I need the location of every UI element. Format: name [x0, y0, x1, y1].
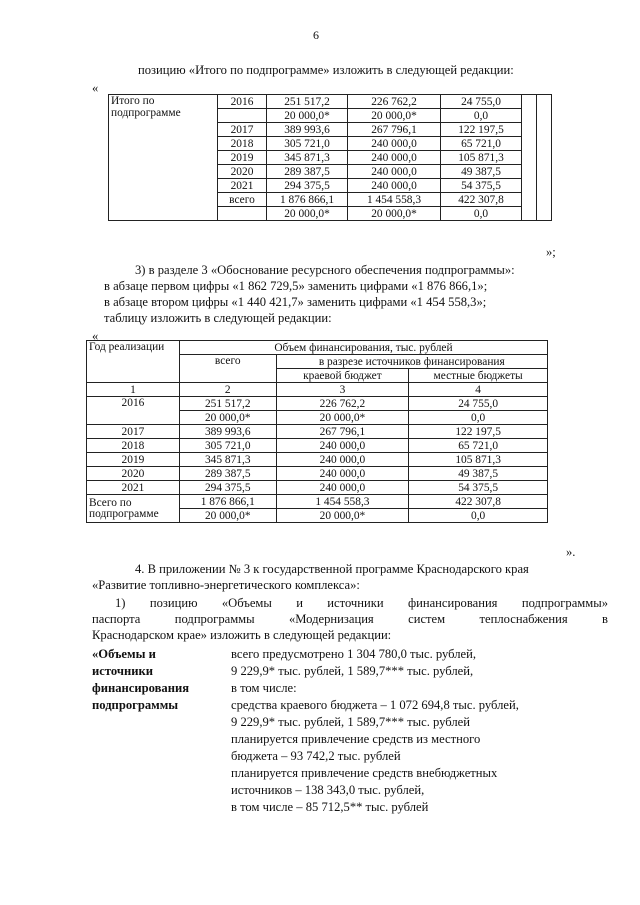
passport-label: [92, 646, 189, 714]
section4-line2: «Развитие топливно-энергетического комплекса»:: [92, 578, 360, 592]
table-cell: 49 387,5: [441, 165, 522, 179]
table-cell: 0,0: [441, 109, 522, 123]
passport-value-line: планируется привлечение средств из местного: [231, 732, 481, 746]
table-cell: 240 000,0: [348, 165, 441, 179]
year-cell: 2018: [218, 137, 267, 151]
passport-label-line: финансирования: [92, 681, 190, 695]
passport-label-line: подпрограммы: [92, 698, 179, 712]
table-row: [87, 397, 548, 411]
table-cell: 1 876 866,1: [179, 495, 276, 509]
year-cell: 2017: [218, 123, 267, 137]
table-cell: 20 000,0*: [179, 509, 276, 523]
table-cell: 65 721,0: [409, 439, 548, 453]
section3-line1: 3) в разделе 3 «Обоснование ресурсного обеспечения подпрограммы»:: [135, 263, 515, 277]
total-label: [87, 495, 180, 523]
table-cell: 20 000,0*: [276, 509, 409, 523]
table-cell: 1 876 866,1: [267, 193, 348, 207]
table-cell: 54 375,5: [441, 179, 522, 193]
year-cell: [218, 207, 267, 221]
section4-line5: Краснодарском крае» изложить в следующей редакции:: [92, 628, 392, 642]
passport-value-line: планируется привлечение средств внебюджетных: [231, 766, 498, 780]
close-quote-2: ».: [566, 545, 576, 559]
table-cell: 105 871,3: [441, 151, 522, 165]
passport-value-line: бюджета – 93 742,2 тыс. рублей: [231, 749, 401, 763]
table-cell: 0,0: [409, 509, 548, 523]
table-cell: 251 517,2: [267, 95, 348, 109]
year-cell: 2020: [218, 165, 267, 179]
open-quote-1: «: [92, 81, 99, 95]
table-cell: 49 387,5: [409, 467, 548, 481]
table-cell: 1 454 558,3: [348, 193, 441, 207]
year-cell: 2019: [87, 453, 180, 467]
table-row: [109, 95, 552, 109]
table-cell: 267 796,1: [348, 123, 441, 137]
passport-label-line: «Объемы и: [92, 647, 156, 661]
table-cell: 20 000,0*: [348, 109, 441, 123]
table-cell: 1 454 558,3: [276, 495, 409, 509]
year-cell: [218, 109, 267, 123]
table-cell: 122 197,5: [409, 425, 548, 439]
table-cell: 389 993,6: [179, 425, 276, 439]
table-cell: 422 307,8: [441, 193, 522, 207]
section3-line3: в абзаце втором цифры «1 440 421,7» заменить цифрами «1 454 558,3»;: [104, 295, 487, 309]
table-cell: 305 721,0: [179, 439, 276, 453]
table-row: [87, 481, 548, 495]
table-cell: 240 000,0: [348, 137, 441, 151]
header-regional: краевой бюджет: [276, 369, 409, 383]
table-cell: 294 375,5: [179, 481, 276, 495]
empty-cell: [522, 95, 537, 221]
col-num: 1: [87, 383, 180, 397]
header-local: местные бюджеты: [409, 369, 548, 383]
passport-value-line: всего предусмотрено 1 304 780,0 тыс. рублей,: [231, 647, 477, 661]
passport-value-line: в том числе – 85 712,5** тыс. рублей: [231, 800, 429, 814]
year-cell: 2016: [218, 95, 267, 109]
table-cell: 389 993,6: [267, 123, 348, 137]
table-cell: 20 000,0*: [276, 411, 409, 425]
header-breakdown: в разрезе источников финансирования: [276, 355, 547, 369]
table-cell: 20 000,0*: [267, 109, 348, 123]
table-cell: 240 000,0: [276, 481, 409, 495]
table-cell: 240 000,0: [348, 179, 441, 193]
table-cell: 240 000,0: [276, 439, 409, 453]
total-label-line2: подпрограмме: [89, 507, 159, 520]
year-cell: 2021: [218, 179, 267, 193]
table-cell: 267 796,1: [276, 425, 409, 439]
empty-cell: [537, 95, 552, 221]
table-cell: 0,0: [441, 207, 522, 221]
close-quote-1: »;: [546, 245, 556, 259]
subprogram-total-table: [108, 94, 552, 221]
passport-value-line: 9 229,9* тыс. рублей, 1 589,7*** тыс. рублей: [231, 715, 470, 729]
table-cell: 289 387,5: [179, 467, 276, 481]
passport-value-line: 9 229,9* тыс. рублей, 1 589,7*** тыс. рублей,: [231, 664, 474, 678]
table-cell: 20 000,0*: [348, 207, 441, 221]
header-volume: Объем финансирования, тыс. рублей: [179, 341, 547, 355]
table-cell: 20 000,0*: [179, 411, 276, 425]
intro-line: позицию «Итого по подпрограмме» изложить в следующей редакции:: [138, 63, 514, 77]
passport-value-line: в том числе:: [231, 681, 297, 695]
table-row: [87, 467, 548, 481]
section4-line1: 4. В приложении № 3 к государственной программе Краснодарского края: [135, 562, 529, 576]
table-cell: 20 000,0*: [267, 207, 348, 221]
header-year: Год реализации: [87, 341, 180, 383]
table-cell: 65 721,0: [441, 137, 522, 151]
col-num: 4: [409, 383, 548, 397]
subtotal-label-line1: Итого по: [111, 95, 155, 107]
year-cell: 2019: [218, 151, 267, 165]
total-label-line1: Всего по: [89, 496, 132, 509]
table-cell: 240 000,0: [348, 151, 441, 165]
subtotal-label-line2: подпрограмме: [111, 107, 181, 119]
passport-value-line: источников – 138 343,0 тыс. рублей,: [231, 783, 425, 797]
table-cell: 345 871,3: [179, 453, 276, 467]
table-cell: 0,0: [409, 411, 548, 425]
table-cell: 226 762,2: [276, 397, 409, 411]
table-cell: 54 375,5: [409, 481, 548, 495]
table-cell: 240 000,0: [276, 467, 409, 481]
table-cell: 24 755,0: [409, 397, 548, 411]
col-num: 3: [276, 383, 409, 397]
section4-line3: 1) позицию «Объемы и источники финансирования подпрограммы»: [115, 596, 608, 610]
table-row: [87, 425, 548, 439]
page-number: 6: [313, 28, 319, 42]
year-cell: 2018: [87, 439, 180, 453]
table-cell: 294 375,5: [267, 179, 348, 193]
table-cell: 105 871,3: [409, 453, 548, 467]
year-cell: 2016: [87, 397, 180, 425]
passport-label-line: источники: [92, 664, 153, 678]
section3-line4: таблицу изложить в следующей редакции:: [104, 311, 332, 325]
open-quote-2: «: [92, 329, 99, 343]
table-cell: 122 197,5: [441, 123, 522, 137]
table-cell: 345 871,3: [267, 151, 348, 165]
table-row: [87, 439, 548, 453]
table-cell: 251 517,2: [179, 397, 276, 411]
passport-value-line: средства краевого бюджета – 1 072 694,8 тыс. рублей,: [231, 698, 519, 712]
year-cell: 2021: [87, 481, 180, 495]
col-num: 2: [179, 383, 276, 397]
table-cell: 422 307,8: [409, 495, 548, 509]
section3-line2: в абзаце первом цифры «1 862 729,5» заменить цифрами «1 876 866,1»;: [104, 279, 488, 293]
table-cell: 289 387,5: [267, 165, 348, 179]
year-cell: 2020: [87, 467, 180, 481]
subtotal-label: [109, 95, 218, 221]
year-cell: всего: [218, 193, 267, 207]
table-cell: 226 762,2: [348, 95, 441, 109]
passport-value: [231, 646, 519, 816]
table-cell: 305 721,0: [267, 137, 348, 151]
table-cell: 240 000,0: [276, 453, 409, 467]
financing-table: [86, 340, 548, 523]
table-row: [87, 453, 548, 467]
year-cell: 2017: [87, 425, 180, 439]
header-total: всего: [179, 355, 276, 383]
section4-line4: паспорта подпрограммы «Модернизация систем теплоснабжения в: [92, 612, 608, 626]
table-cell: 24 755,0: [441, 95, 522, 109]
